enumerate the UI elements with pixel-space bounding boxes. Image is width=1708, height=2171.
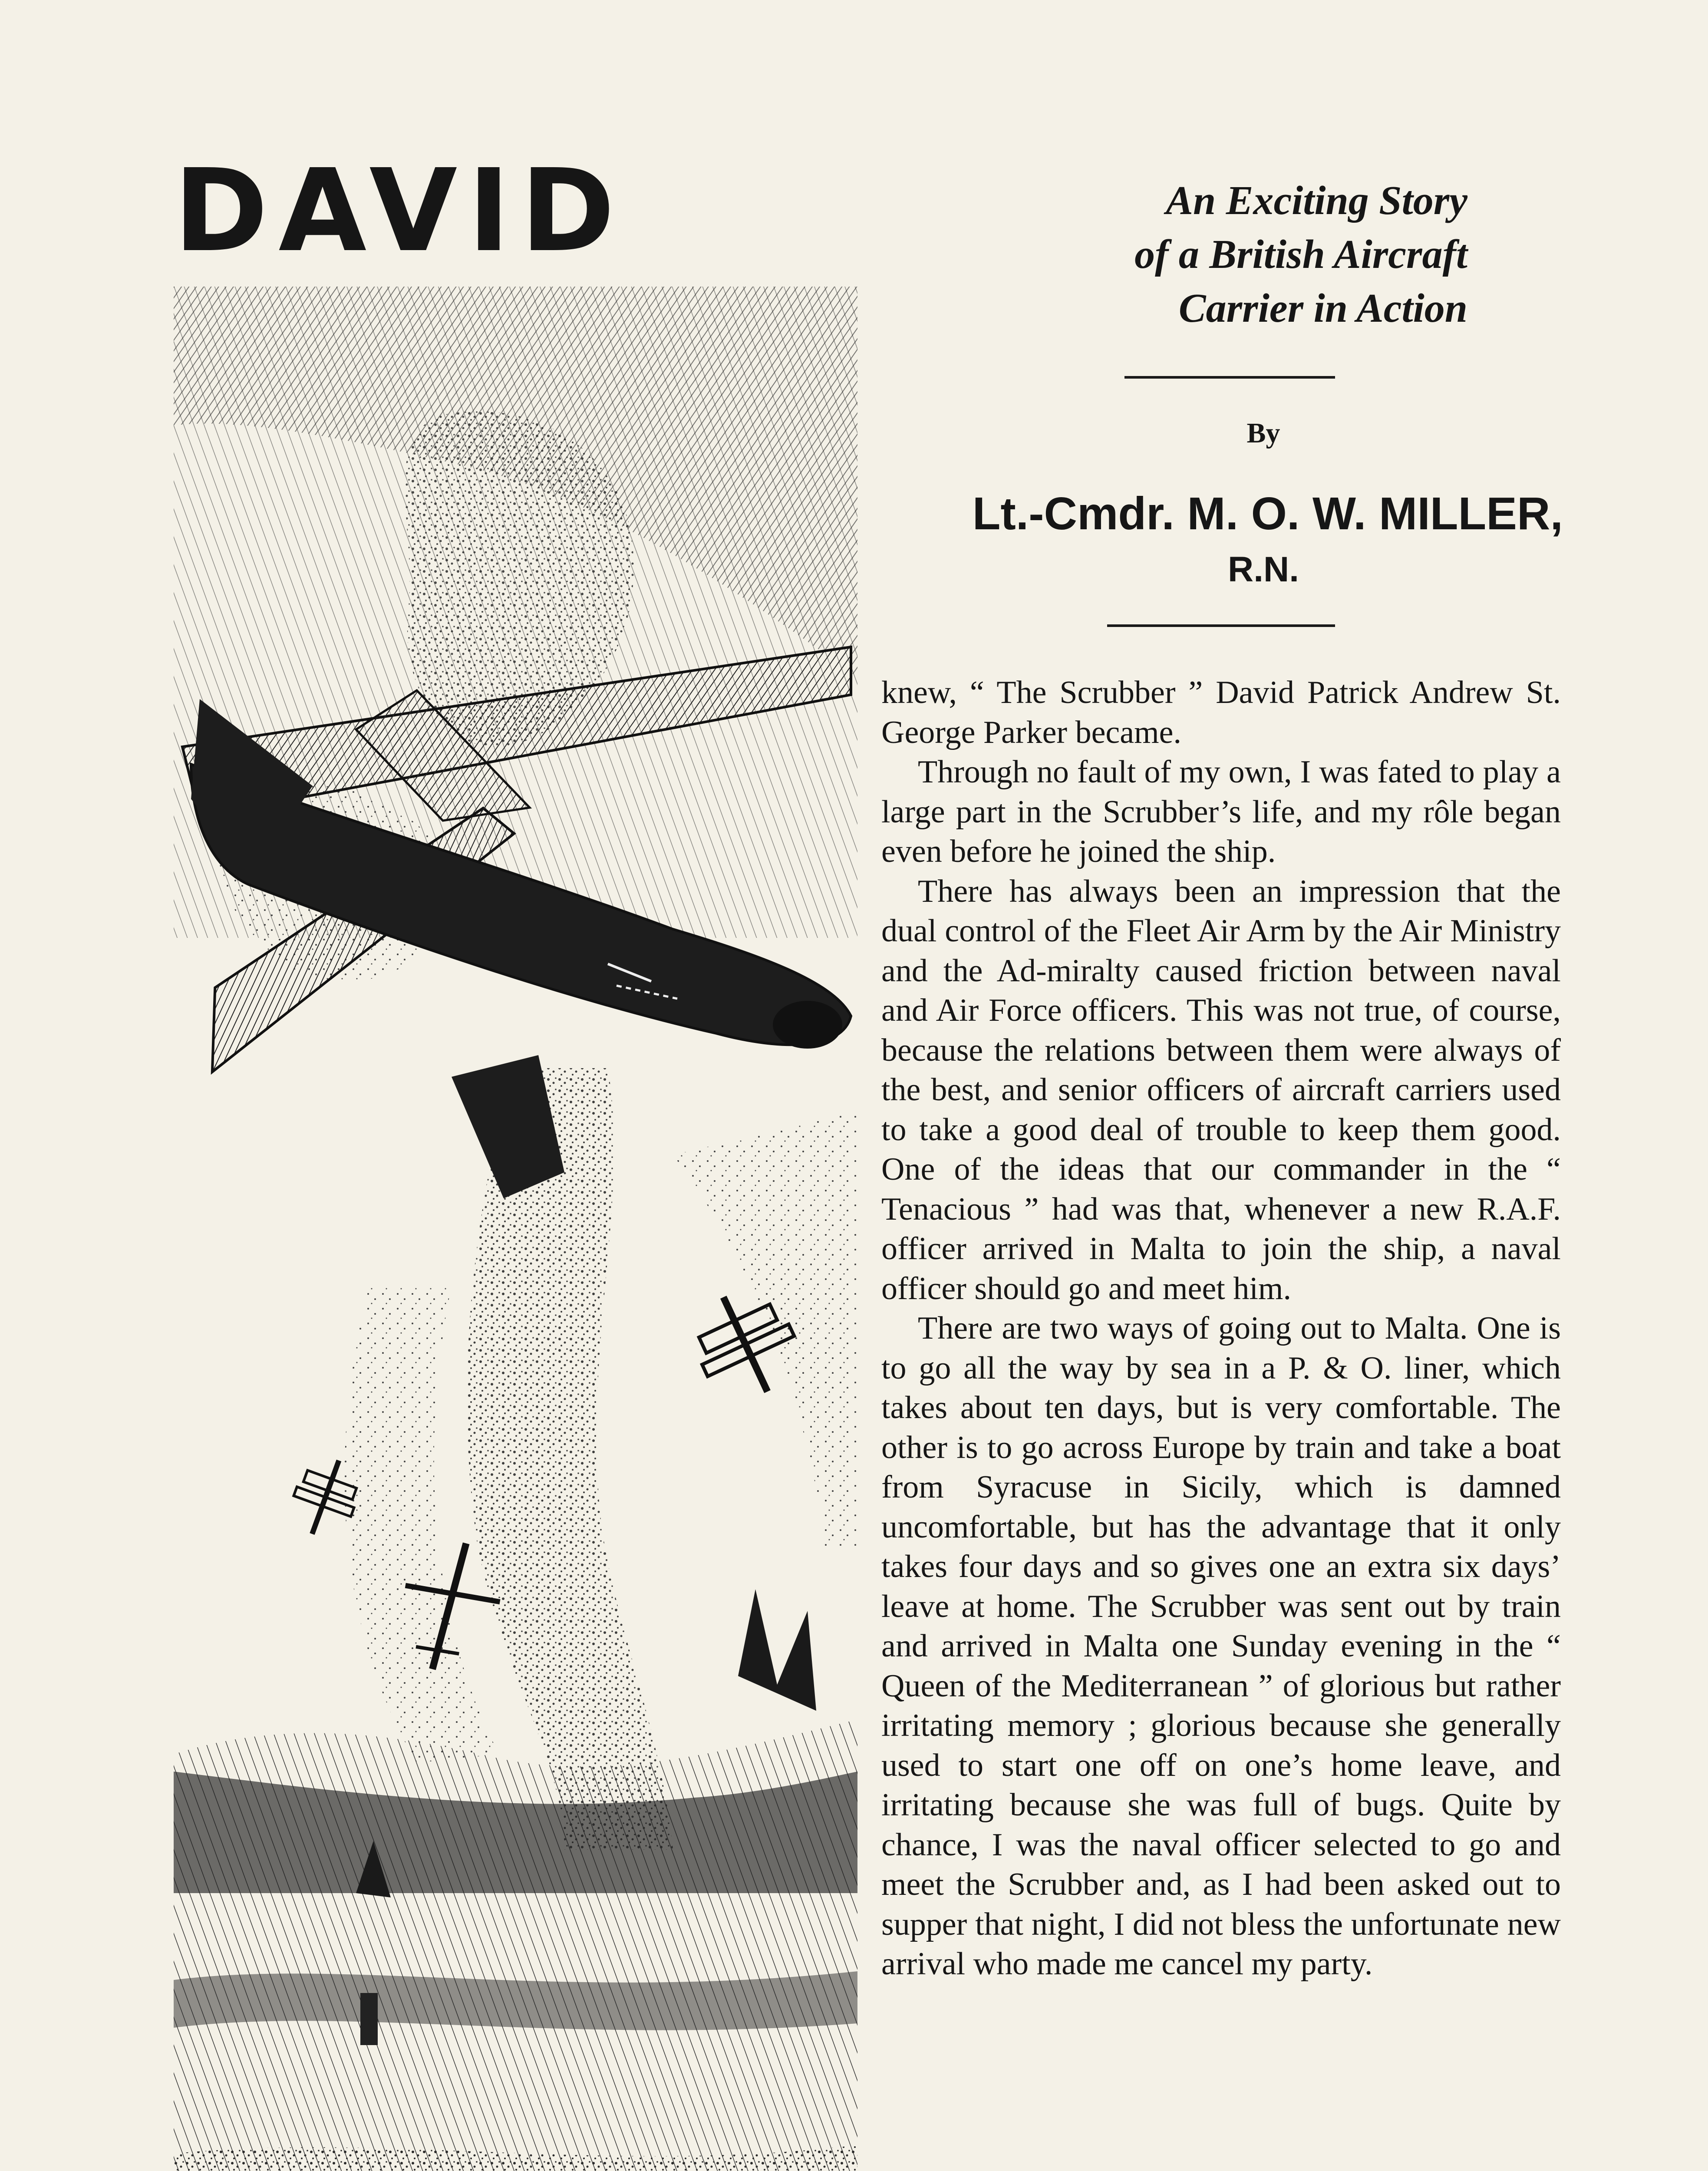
paragraph-2: Through no fault of my own, I was fated to play a large part in the Scrubber’s life, and my rôle began even before he joined the ship. <box>881 754 1561 869</box>
paragraph-4: There are two ways of going out to Malta. One is to go all the way by sea in a P. & O. liner, which takes about ten days, but is very comfortable. The other is to go across Europe by train and take a boat from Syracuse in Sicily, which is damned uncomfortable, but has the advantage that it only takes four days and so gives one an extra six days’ leave at home. The Scrubber was sent out by train and arrived in Malta one Sunday evening in the “ Queen of the Mediterranean ” of glorious but rather irritating memory ; glorious because she generally used to start one off on one’s home leave, and irritating because she was full of bugs. Quite by chance, I was the naval officer selected to go and meet the Scrubber and, as I had been asked out to supper that night, I did not bless the unfortunate new arrival who made me cancel my party. <box>881 1310 1561 1982</box>
paragraph-3: There has always been an impression that the dual control of the Fleet Air Arm by the Air Ministry and the Ad-miralty caused friction between naval and Air Force officers. This was not true, of course, because the relations between them were always of the best, and senior officers of aircraft carriers used to take a good deal of trouble to keep them good. One of the ideas that our commander in the “ Tenacious ” had was that, whenever a new R.A.F. officer arrived in Malta to join the ship, a naval officer should go and meet him. <box>881 873 1561 1307</box>
illustration <box>174 287 857 2171</box>
divider-bottom <box>1107 624 1335 627</box>
aerial-combat-illustration <box>174 287 857 2171</box>
divider-top <box>1124 376 1335 379</box>
story-title: DAVID <box>174 145 626 277</box>
paragraph-1: knew, “ The Scrubber ” David Patrick Andrew St. George Parker became. <box>881 675 1561 750</box>
byline: By <box>1246 417 1280 449</box>
story-text <box>881 673 1561 1984</box>
tagline-line-1: An Exciting Story <box>1166 178 1467 223</box>
author-name: Lt.-Cmdr. M. O. W. MILLER, <box>972 488 1563 539</box>
tagline-line-3: Carrier in Action <box>1178 286 1467 331</box>
story-tagline <box>994 174 1467 335</box>
tagline-line-2: of a British Aircraft <box>1134 232 1467 277</box>
author-rank: R.N. <box>1228 550 1299 589</box>
